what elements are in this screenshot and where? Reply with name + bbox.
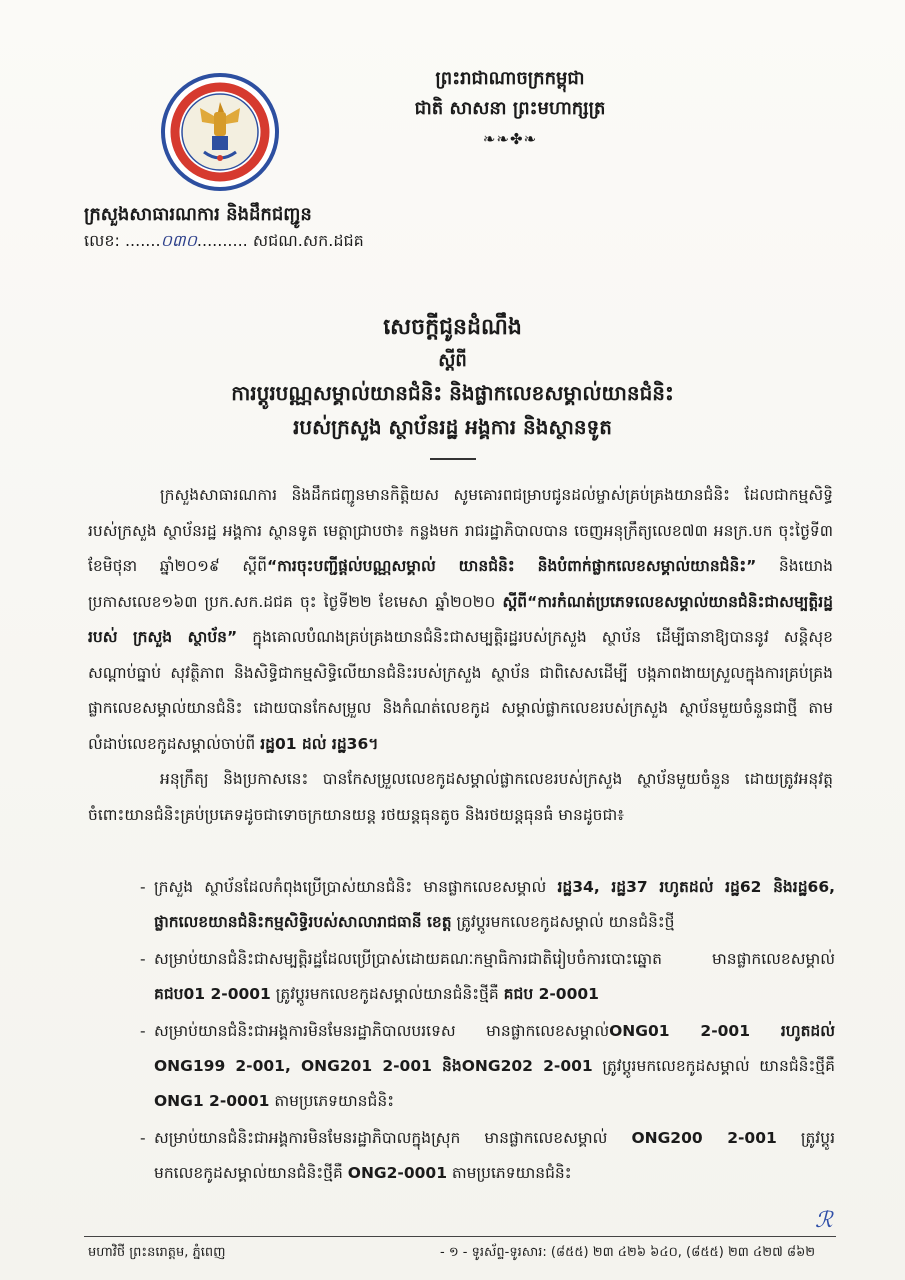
title-divider xyxy=(430,458,476,460)
list-item: - សម្រាប់យានជំនិះជាសម្បត្តិរដ្ឋដែលប្រើប្រាស់ដោយគណៈកម្មាធិការជាតិរៀបចំការបោះឆ្នោត មានផ្លាកលេខសម្គាល់ គជប01 2-0001 ត្រូវប្តូរមកលេខកូដសម្គាល់យានជំនិះថ្មីគឺ គជប 2-0001 xyxy=(140,950,835,1003)
footer-page-phone: - ១ - ទូរស័ព្ទ-ទូរសារ: (៨៥៥) ២៣ ៤២៦ ៦៤០, (៨៥៥) ២៣ ៤២៧ ៨៦២ xyxy=(440,1245,816,1260)
bullet-list xyxy=(140,870,835,1193)
paragraph-1-text-c: ក្នុងគោលបំណងគ្រប់គ្រងយានជំនិះជាសម្បត្តិរដ្ឋរបស់ក្រសួង ស្ថាប័ន ដើម្បីធានាឱ្យបាននូវ សន្តិសុខ សណ្តាប់ធ្នាប់ សុវត្ថិភាព និងសិទ្ធិជាកម្មសិទ្ធិលើយានជំនិះរបស់ក្រសួង ស្ថាប័ន ជាពិសេសដើម្បី បង្កភាពងាយស្រួលក្នុងការគ្រប់គ្រងផ្លាកលេខសម្គាល់យានជំនិះ ដោយបានកែសម្រួល និងកំណត់លេខកូដ សម្គាល់ផ្លាកលេខរបស់ក្រសួង ស្ថាប័នមួយចំនួនជាថ្មី តាមលំដាប់លេខកូដសម្គាល់ចាប់ពី xyxy=(88,628,833,753)
ministry-logo xyxy=(160,72,280,192)
notice-title xyxy=(130,310,775,444)
reference-suffix: សជណ.សក.ដជគ xyxy=(252,231,364,250)
title-line-4: របស់ក្រសួង ស្ថាប័នរដ្ឋ អង្គការ និងស្ថានទូត xyxy=(293,415,612,439)
paragraph-1-text-a: ក្រសួងសាធារណការ និងដឹកជញ្ជូនមានកិត្តិយស សូមគោរពជម្រាបជូនដល់ម្ចាស់គ្រប់គ្រងយានជំនិះ ដែលជាកម្មសិទ្ធិរបស់ក្រសួង ស្ថាប័នរដ្ឋ អង្គការ ស្ថានទូត មេត្តាជ្រាបថា៖ កន្លងមក រាជរដ្ឋាភិបាលបាន ចេញអនុក្រឹត្យលេខ៧៣ អនក្រ.បក ចុះថ្ងៃទី៣ ខែមិថុនា ឆ្នាំ២០១៩ ស្តីពី xyxy=(88,486,833,575)
footer-address: មហាវិថី ព្រះនរោត្តម, ភ្នំពេញ xyxy=(88,1245,226,1260)
kingdom-header xyxy=(380,64,640,154)
list-item: - ក្រសួង ស្ថាប័នដែលកំពុងប្រើប្រាស់យានជំនិះ មានផ្លាកលេខសម្គាល់ រដ្ឋ34, រដ្ឋ37 រហូតដល់ រដ្ឋ62 និងរដ្ឋ66, ផ្លាកលេខយានជំនិះកម្មសិទ្ធិរបស់សាលារាជធានី ខេត្ត ត្រូវប្តូរមកលេខកូដសម្គាល់ យានជំនិះថ្មី xyxy=(140,878,835,931)
reference-number: លេខ: .......០៣០.......... សជណ.សក.ដជគ xyxy=(84,231,364,250)
reference-prefix: លេខ: xyxy=(84,231,120,250)
paragraph-1-bold-b: ស្តីពី“ការកំណត់ប្រភេទលេខសម្គាល់យានជំនិះជាសម្បត្តិរដ្ឋរបស់ ក្រសួង ស្ថាប័ន” xyxy=(88,592,833,646)
paragraph-1-bold-a: “ការចុះបញ្ជីផ្តល់បណ្ណសម្គាល់ យានជំនិះ និងបំពាក់ផ្លាកលេខសម្គាល់យានជំនិះ” xyxy=(266,557,757,575)
list-item: - សម្រាប់យានជំនិះជាអង្គការមិនមែនរដ្ឋាភិបាលក្នុងស្រុក មានផ្លាកលេខសម្គាល់ ONG200 2-001 ត្រូវប្តូរមកលេខកូដសម្គាល់យានជំនិះថ្មីគឺ ONG2-0001 តាមប្រភេទយានជំនិះ xyxy=(140,1129,835,1182)
kingdom-name: ព្រះរាជាណាចក្រកម្ពុជា xyxy=(435,68,585,89)
list-item: - សម្រាប់យានជំនិះជាអង្គការមិនមែនរដ្ឋាភិបាលបរទេស មានផ្លាកលេខសម្គាល់ONG01 2-001 រហូតដល់ ONG199 2-001, ONG201 2-001 និងONG202 2-001 ត្រូវប្តូរមកលេខកូដសម្គាល់ យានជំនិះថ្មីគឺ ONG1 2-0001 តាមប្រភេទយានជំនិះ xyxy=(140,1022,836,1110)
national-motto: ជាតិ សាសនា ព្រះមហាក្សត្រ xyxy=(414,98,606,119)
paragraph-1-text-b: និងយោងប្រកាសលេខ១៦៣ ប្រក.សក.ដជគ ចុះ ថ្ងៃទី២២ ខែមេសា ឆ្នាំ២០២០ xyxy=(88,557,833,611)
title-line-3: ការប្តូរបណ្ណសម្គាល់យានជំនិះ និងផ្លាកលេខសម្គាល់យានជំនិះ xyxy=(231,381,674,405)
title-line-1: សេចក្តីជូនដំណឹង xyxy=(383,315,522,340)
paragraph-1 xyxy=(88,478,833,762)
paragraph-2: អនុក្រឹត្យ និងប្រកាសនេះ បានកែសម្រួលលេខកូដសម្គាល់ផ្លាកលេខរបស់ក្រសួង ស្ថាប័នមួយចំនួន ដោយត្រូវអនុវត្តចំពោះយានជំនិះគ្រប់ប្រភេទដូចជាទោចក្រយានយន្ត រថយន្តធុនតូច និងរថយន្តធុនធំ មានដូចជា៖ xyxy=(88,770,833,824)
handwritten-initials: ℛ xyxy=(815,1208,833,1233)
ministry-name: ក្រសួងសាធារណការ និងដឹកជញ្ជូន xyxy=(84,204,312,225)
paragraph-1-bold-c: រដ្ឋ01 ដល់ រដ្ឋ36។ xyxy=(260,734,379,753)
motto-ornament: ❧❧✤❧ xyxy=(482,130,538,148)
title-line-2: ស្តីពី xyxy=(438,350,467,371)
footer-divider xyxy=(84,1236,836,1237)
reference-value: ០៣០ xyxy=(160,231,197,250)
notice-body xyxy=(88,478,833,833)
